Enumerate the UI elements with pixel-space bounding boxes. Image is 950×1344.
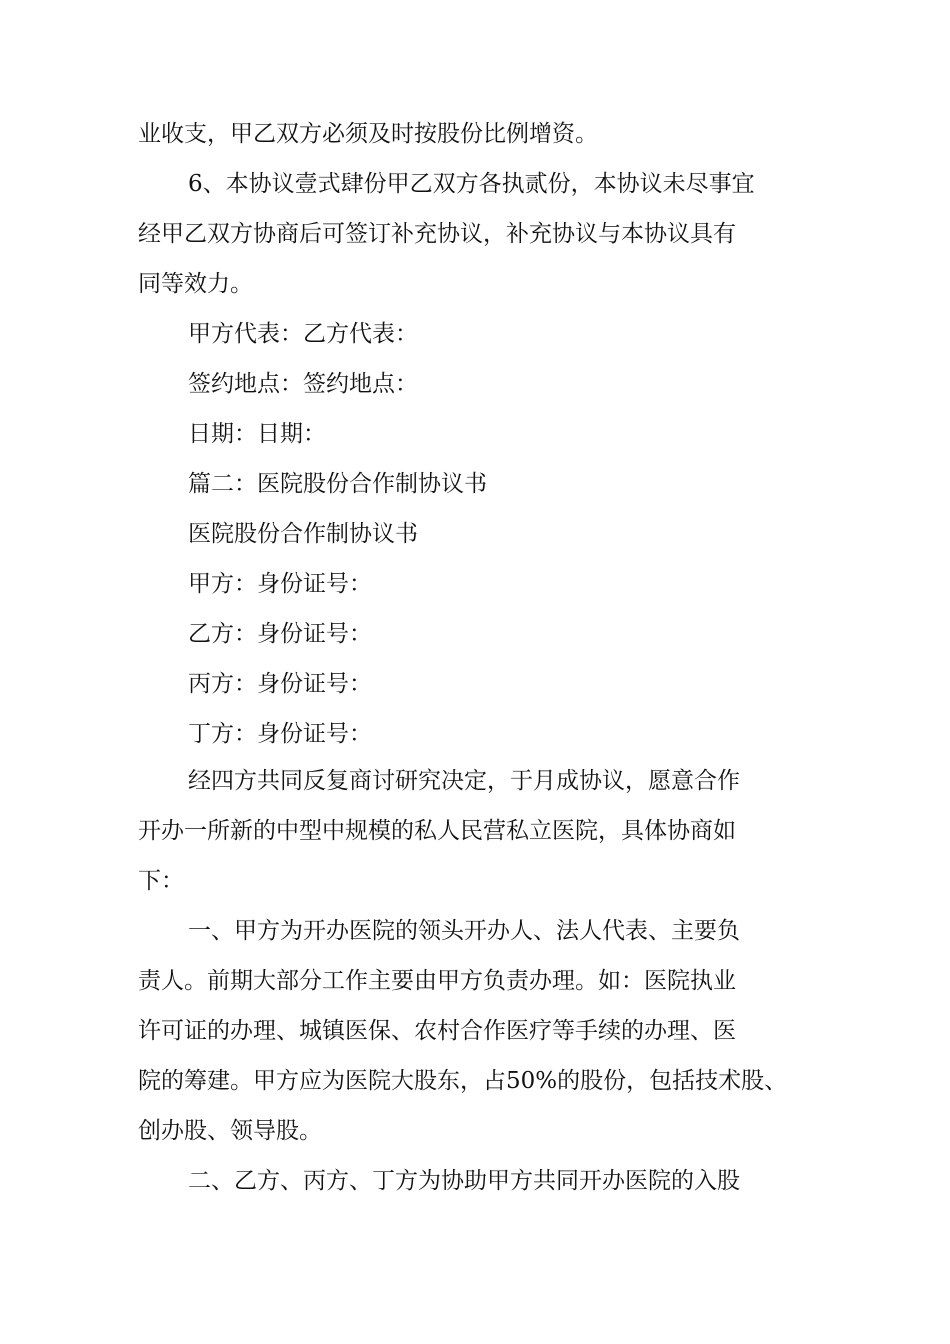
text-line: 丁方：身份证号： [188,721,372,747]
document-title: 医院股份合作制协议书 [188,521,418,547]
text-line: 业收支，甲乙双方必须及时按股份比例增资。 [138,121,598,147]
text-line: 创办股、领导股。 [138,1118,322,1144]
text-line: 经甲乙双方协商后可签订补充协议，补充协议与本协议具有 [138,221,736,247]
text-line: 开办一所新的中型中规模的私人民营私立医院，具体协商如 [138,818,736,844]
text-line: 签约地点：签约地点： [188,371,418,397]
text-line: 6、本协议壹式肆份甲乙双方各执贰份，本协议未尽事宜 [188,171,755,197]
text-line: 二、乙方、丙方、丁方为协助甲方共同开办医院的入股 [188,1168,740,1194]
section-heading: 篇二：医院股份合作制协议书 [188,471,487,497]
text-line: 丙方：身份证号： [188,671,372,697]
text-line: 甲方：身份证号： [188,571,372,597]
text-line: 乙方：身份证号： [188,621,372,647]
text-line: 院的筹建。甲方应为医院大股东，占50%的股份，包括技术股、 [138,1068,788,1094]
text-line: 日期：日期： [188,421,326,447]
text-line: 责人。前期大部分工作主要由甲方负责办理。如：医院执业 [138,968,736,994]
text-line: 经四方共同反复商讨研究决定，于月成协议，愿意合作 [188,768,740,794]
text-line: 许可证的办理、城镇医保、农村合作医疗等手续的办理、医 [138,1018,736,1044]
text-line: 一、甲方为开办医院的领头开办人、法人代表、主要负 [188,918,740,944]
text-line: 同等效力。 [138,271,253,297]
text-line: 甲方代表：乙方代表： [188,321,418,347]
text-line: 下： [138,868,184,894]
